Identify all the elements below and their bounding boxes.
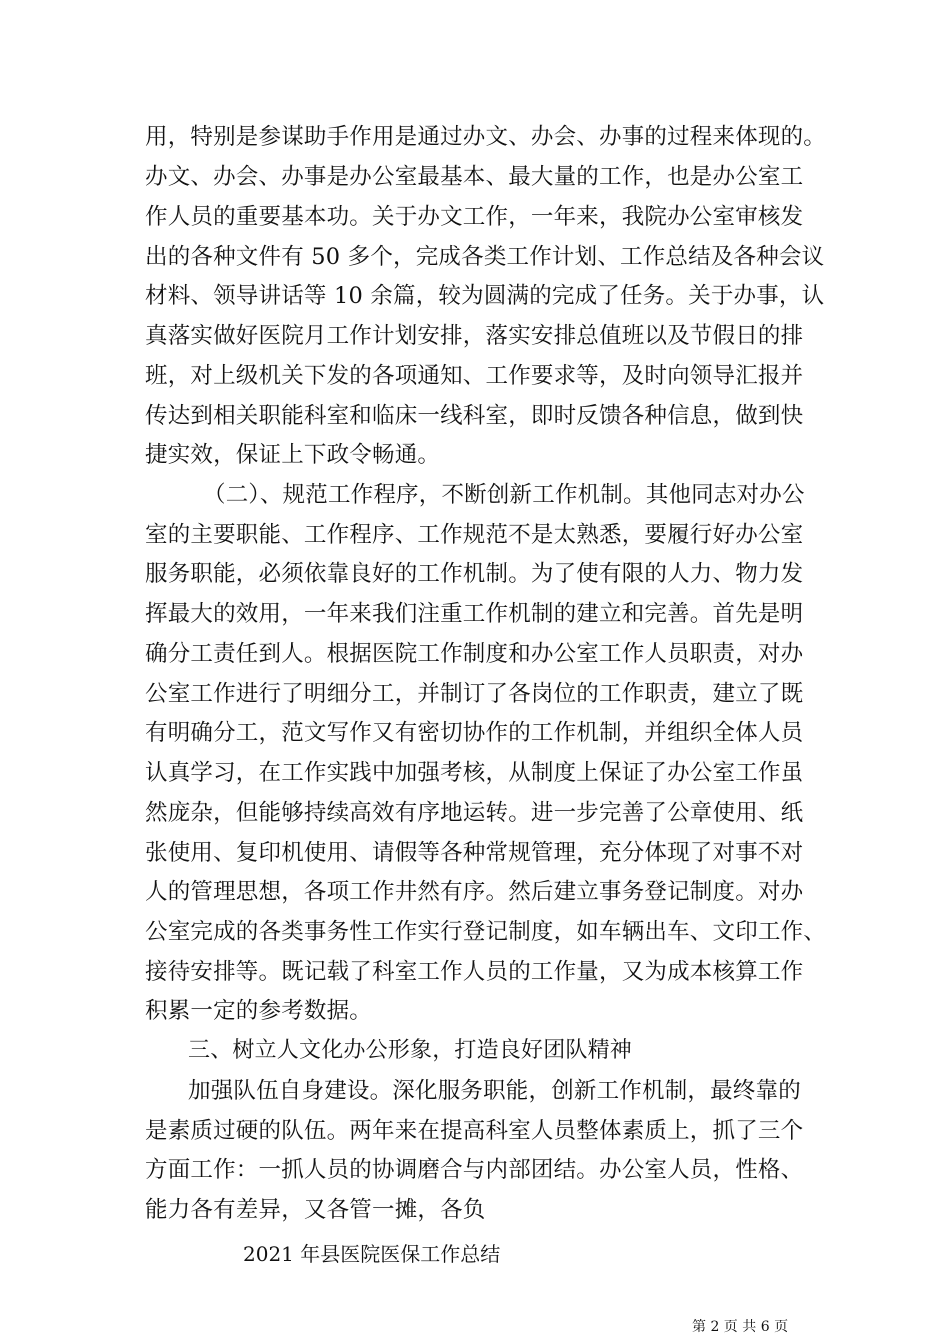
body-text-line: 张使用、复印机使用、请假等各种常规管理，充分体现了对事不对 [145, 840, 804, 866]
body-text-line: 人的管理思想，各项工作井然有序。然后建立事务登记制度。对办 [145, 879, 804, 905]
body-text-line: 能力各有差异，又各管一摊，各负 [145, 1197, 486, 1223]
section-heading: 三、树立人文化办公形象，打造良好团队精神 [188, 1038, 633, 1063]
body-text-line: 然庞杂，但能够持续高效有序地运转。进一步完善了公章使用、纸 [145, 800, 804, 826]
body-text-line: 积累一定的参考数据。 [145, 998, 373, 1024]
body-text-line: 室的主要职能、工作程序、工作规范不是太熟悉，要履行好办公室 [145, 522, 804, 548]
body-text-line: 真落实做好医院月工作计划安排，落实安排总值班以及节假日的排 [145, 323, 804, 349]
body-text-line: 传达到相关职能科室和临床一线科室，即时反馈各种信息，做到快 [145, 403, 804, 429]
body-text-line: 公室工作进行了明细分工，并制订了各岗位的工作职责，建立了既 [145, 681, 804, 707]
body-text-line: 办文、办会、办事是办公室最基本、最大量的工作，也是办公室工 [145, 164, 804, 190]
body-text-line: 接待安排等。既记载了科室工作人员的工作量，又为成本核算工作 [145, 959, 804, 985]
body-text-line: 用，特别是参谋助手作用是通过办文、办会、办事的过程来体现的。 [145, 124, 827, 150]
body-text-line: 作人员的重要基本功。关于办文工作，一年来，我院办公室审核发 [145, 204, 804, 230]
body-text-line: 有明确分工，范文写作又有密切协作的工作机制，并组织全体人员 [145, 720, 804, 746]
body-text-line: 认真学习，在工作实践中加强考核，从制度上保证了办公室工作虽 [145, 760, 804, 786]
body-text-line: 材料、领导讲话等 10 余篇，较为圆满的完成了任务。关于办事，认 [145, 283, 825, 309]
body-text-line: 加强队伍自身建设。深化服务职能，创新工作机制，最终靠的 [188, 1078, 801, 1104]
body-text-line: 公室完成的各类事务性工作实行登记制度，如车辆出车、文印工作、 [145, 919, 827, 945]
body-text-line: 确分工责任到人。根据医院工作制度和办公室工作人员职责，对办 [145, 641, 804, 667]
body-text-line: 捷实效，保证上下政令畅通。 [145, 442, 441, 468]
body-text-line: 是素质过硬的队伍。两年来在提高科室人员整体素质上，抓了三个 [145, 1118, 804, 1144]
next-document-title: 2021 年县医院医保工作总结 [243, 1242, 501, 1266]
body-text-line: 班，对上级机关下发的各项通知、工作要求等，及时向领导汇报并 [145, 363, 804, 389]
body-text-line: 服务职能，必须依靠良好的工作机制。为了使有限的人力、物力发 [145, 561, 804, 587]
body-text-line: 挥最大的效用，一年来我们注重工作机制的建立和完善。首先是明 [145, 601, 804, 627]
page-number: 第 2 页 共 6 页 [692, 1319, 789, 1335]
body-text-line: 方面工作：一抓人员的协调磨合与内部团结。办公室人员，性格、 [145, 1157, 804, 1183]
body-text-line: 出的各种文件有 50 多个，完成各类工作计划、工作总结及各种会议 [145, 244, 825, 270]
section-heading-line: （二）、规范工作程序，不断创新工作机制。其他同志对办公 [203, 482, 805, 508]
